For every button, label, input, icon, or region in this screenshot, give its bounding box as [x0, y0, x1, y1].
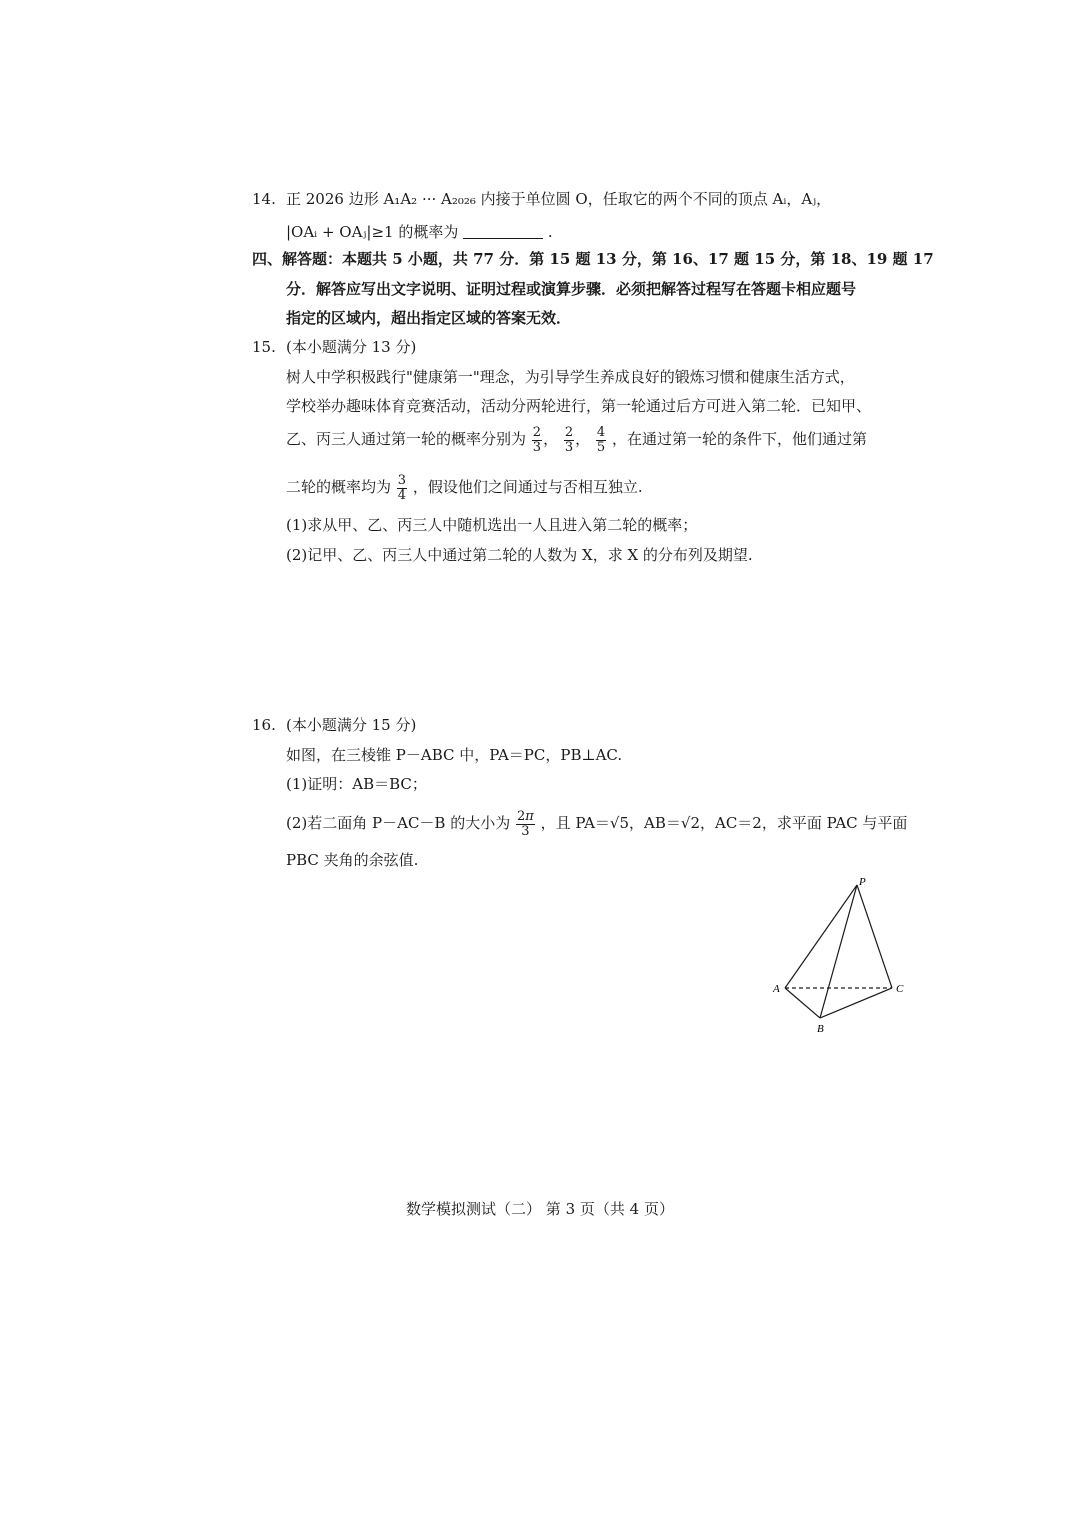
page-footer: 数学模拟测试（二） 第 3 页（共 4 页） [406, 1200, 674, 1218]
label-P: P [859, 876, 866, 888]
label-A: A [773, 983, 780, 995]
q15-line3-text-a: 乙、丙三人通过第一轮的概率分别为 [286, 430, 527, 449]
q15-part1: (1)求从甲、乙、丙三人中随机选出一人且进入第二轮的概率； [286, 516, 698, 534]
fraction-2pi-3: $\frac{2\pi}{3}$ [517, 809, 534, 839]
label-C: C [896, 983, 904, 995]
q15-line1: 树人中学积极践行"健康第一"理念，为引导学生养成良好的锻炼习惯和健康生活方式， [286, 368, 855, 386]
q16-score: (本小题满分 15 分) [286, 716, 417, 734]
edge-PB [820, 885, 857, 1018]
q14-period: . [547, 223, 553, 241]
q15-line4 [286, 474, 643, 502]
q16-line1: 如图，在三棱锥 P－ABC 中，PA＝PC，PB⊥AC. [286, 746, 623, 764]
q14-number: 14. [252, 190, 276, 208]
q15-line3-text-b: ，在通过第一轮的条件下，他们通过第 [611, 430, 867, 449]
q15-line2: 学校举办趣味体育竞赛活动，活动分两轮进行，第一轮通过后方可进入第二轮．已知甲、 [286, 397, 872, 415]
q16-part2-text-b: ，且 PA＝√5，AB＝√2，AC＝2，求平面 PAC 与平面 [540, 814, 908, 833]
fraction-2-3: $\frac{2}{3}$ [564, 425, 574, 455]
q16-part2-cont: PBC 夹角的余弦值. [286, 851, 419, 869]
q14-condition: |OAᵢ + OAⱼ|≥1 的概率为 [286, 223, 459, 241]
section4-line3: 指定的区域内，超出指定区域的答案无效． [286, 309, 572, 327]
q16-number: 16. [252, 716, 276, 734]
q16-part2-text-a: (2)若二面角 P－AC－B 的大小为 [286, 814, 511, 833]
fraction-3-4: $\frac{3}{4}$ [397, 473, 407, 503]
q15-line3: 乙、丙三人通过第一轮的概率分别为 $\frac{2}{3}$ ， $\frac{2}{3}$ ， $\frac{4}{5}$ ，在通过第一轮的条件下，他们通过第 [286, 425, 867, 455]
edge-AB [785, 988, 820, 1018]
q15-line4-text-b: ，假设他们之间通过与否相互独立. [412, 478, 643, 497]
q16-part2 [286, 810, 907, 838]
q16-part1: (1)证明：AB＝BC； [286, 775, 427, 793]
edge-PA [785, 885, 857, 988]
answer-blank [463, 224, 543, 239]
q14-line1: 正 2026 边形 A₁A₂ ··· A₂₀₂₆ 内接于单位圆 O，任取它的两个不同的顶点 Aᵢ，Aⱼ， [286, 190, 832, 208]
edge-PC [857, 885, 892, 988]
q15-score: (本小题满分 13 分) [286, 338, 417, 356]
section4-heading: 四、解答题：本题共 5 小题，共 77 分．第 15 题 13 分，第 16、17 题 15 分，第 18、19 题 17 [252, 250, 934, 268]
section4-line2: 分．解答应写出文字说明、证明过程或演算步骤．必须把解答过程写在答题卡相应题号 [286, 280, 857, 298]
q15-number: 15. [252, 338, 276, 356]
q14-line2 [286, 224, 553, 240]
q15-line4-text-a: 二轮的概率均为 [286, 478, 392, 497]
q15-part2: (2)记甲、乙、丙三人中通过第二轮的人数为 X，求 X 的分布列及期望. [286, 546, 753, 564]
pyramid-figure [760, 870, 920, 1040]
edge-BC [820, 988, 892, 1018]
fraction-2-3: $\frac{2}{3}$ [532, 425, 542, 455]
fraction-4-5: $\frac{4}{5}$ [596, 425, 606, 455]
label-B: B [817, 1023, 824, 1035]
